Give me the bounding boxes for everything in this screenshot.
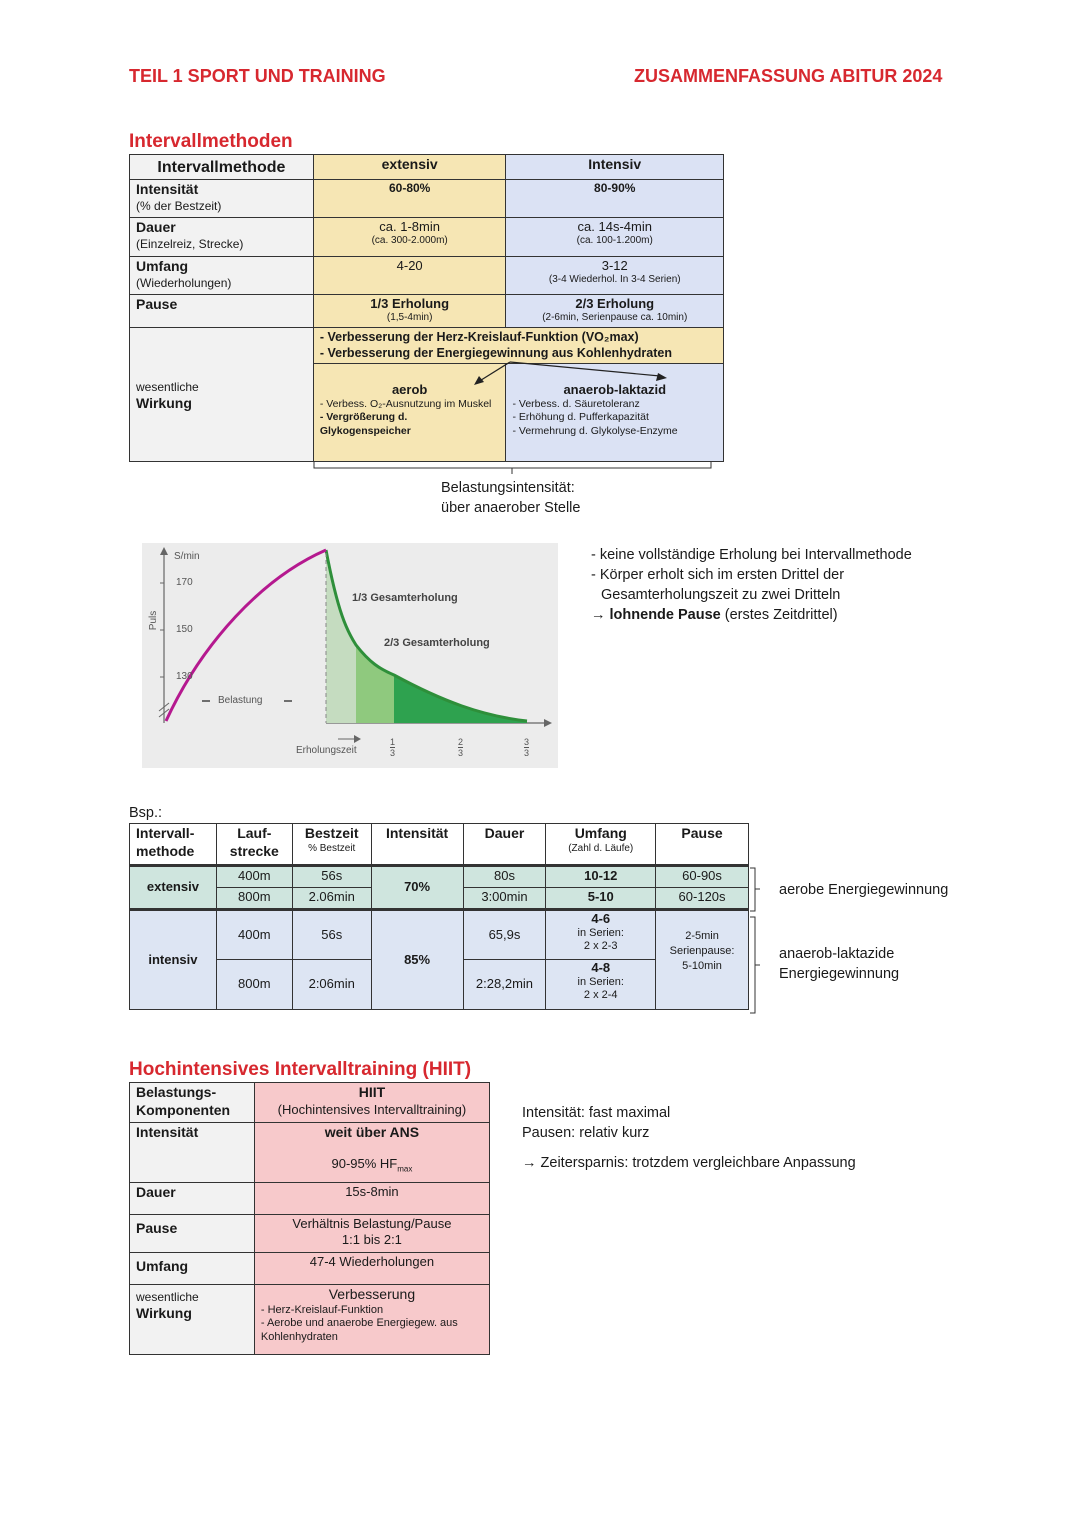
header-left: TEIL 1 SPORT UND TRAINING bbox=[129, 66, 386, 86]
y-tick: 150 bbox=[176, 624, 193, 635]
hiit-label-intensitaet: Intensität bbox=[130, 1123, 255, 1183]
int-pause: 2-5min Serienpause: 5-10min bbox=[656, 910, 749, 1010]
th-pause: Pause bbox=[656, 824, 749, 866]
int-dauer: 2:28,2min bbox=[463, 960, 546, 1010]
figure-notes: - keine vollständige Erholung bei Intervallmethode - Körper erholt sich im ersten Drittel der Gesamterholungszeit zu zwei Dritteln → lohnende Pause (erstes Zeitdrittel) bbox=[591, 547, 912, 623]
cell-ext-dauer: ca. 1-8min (ca. 300-2.000m) bbox=[313, 218, 506, 257]
cell-ext-intensitaet: 60-80% bbox=[313, 180, 506, 218]
th-bestzeit: Bestzeit % Bestzeit bbox=[292, 824, 371, 866]
th-dauer: Dauer bbox=[463, 824, 546, 866]
int-umfang: 4-6 in Serien: 2 x 2-3 bbox=[546, 910, 656, 960]
cell-ext-pause: 1/3 Erholung (1,5-4min) bbox=[313, 295, 506, 328]
cell-ext-umfang: 4-20 bbox=[313, 257, 506, 295]
x-frac: 2 3 bbox=[458, 737, 464, 758]
branch-arrows bbox=[470, 360, 680, 388]
ext-dauer: 80s bbox=[463, 866, 546, 888]
hiit-intensitaet: weit über ANS 90-95% $HF_{max}$ bbox=[254, 1123, 489, 1183]
brace-note: Belastungsintensität: über anaerober Stelle bbox=[441, 480, 581, 516]
int-intensity: 85% bbox=[371, 910, 463, 1010]
erholungszeit-label: Erholungszeit bbox=[296, 745, 357, 756]
ext-bestzeit: 56s bbox=[292, 866, 371, 888]
x-frac: 1 3 bbox=[390, 737, 396, 758]
hiit-umfang: 47-4 Wiederholungen bbox=[254, 1253, 489, 1285]
ext-name: extensiv bbox=[130, 866, 217, 910]
hiit-label-wirkung: wesentliche Wirkung bbox=[130, 1285, 255, 1355]
row-label-pause: Pause bbox=[130, 295, 314, 328]
cell-wirkung-common: - Verbesserung der Herz-Kreislauf-Funktion (VO₂max) - Verbesserung der Energiegewinnung aus Kohlenhydraten bbox=[313, 328, 723, 364]
y-unit: S/min bbox=[174, 551, 200, 562]
cell-wirkung-aerob: aerob - Verbess. O₂-Ausnutzung im Muskel - Vergrößerung d. Glykogenspeicher bbox=[313, 364, 506, 462]
cell-int-pause: 2/3 Erholung (2-6min, Serienpause ca. 10min) bbox=[506, 295, 724, 328]
recovery-chart bbox=[142, 543, 558, 768]
x-frac: 3 3 bbox=[524, 737, 530, 758]
th-umfang: Umfang (Zahl d. Läufe) bbox=[546, 824, 656, 866]
ext-dauer: 3:00min bbox=[463, 888, 546, 910]
y-axis-label: Puls bbox=[148, 610, 160, 631]
int-bestzeit: 56s bbox=[292, 910, 371, 960]
hiit-label-pause: Pause bbox=[130, 1215, 255, 1253]
hiit-table bbox=[129, 1082, 490, 1355]
y-tick: 170 bbox=[176, 577, 193, 588]
section-title-intervallmethoden: Intervallmethoden bbox=[129, 131, 293, 152]
int-strecke: 800m bbox=[216, 960, 292, 1010]
example-label: Bsp.: bbox=[129, 805, 163, 821]
cell-int-intensitaet: 80-90% bbox=[506, 180, 724, 218]
ext-pause: 60-120s bbox=[656, 888, 749, 910]
hiit-th-left: Belastungs- Komponenten bbox=[130, 1083, 255, 1123]
hiit-dauer: 15s-8min bbox=[254, 1183, 489, 1215]
header-right: ZUSAMMENFASSUNG ABITUR 2024 bbox=[634, 66, 943, 86]
ext-intensity: 70% bbox=[371, 866, 463, 910]
hiit-pause: Verhältnis Belastung/Pause 1:1 bis 2:1 bbox=[254, 1215, 489, 1253]
cell-int-dauer: ca. 14s-4min (ca. 100-1.200m) bbox=[506, 218, 724, 257]
ext-pause: 60-90s bbox=[656, 866, 749, 888]
row-label-umfang: Umfang (Wiederholungen) bbox=[130, 257, 314, 295]
int-note: anaerob-laktazide Energiegewinnung bbox=[779, 946, 900, 982]
int-strecke: 400m bbox=[216, 910, 292, 960]
label-third: 1/3 Gesamterholung bbox=[352, 592, 458, 604]
ext-umfang: 5-10 bbox=[546, 888, 656, 910]
row-label-dauer: Dauer (Einzelreiz, Strecke) bbox=[130, 218, 314, 257]
ext-strecke: 400m bbox=[216, 866, 292, 888]
recovery-figure bbox=[142, 543, 558, 768]
intervall-table bbox=[129, 154, 724, 462]
col-header-extensiv: extensiv bbox=[313, 155, 506, 180]
belastung-label: Belastung bbox=[218, 695, 263, 706]
int-name: intensiv bbox=[130, 910, 217, 1010]
hiit-wirkung: Verbesserung - Herz-Kreislauf-Funktion - Aerobe und anaerobe Energiegew. aus Kohlenhydraten bbox=[254, 1285, 489, 1355]
int-dauer: 65,9s bbox=[463, 910, 546, 960]
example-table bbox=[129, 823, 749, 1010]
brace-icon bbox=[313, 460, 713, 476]
th-strecke: Lauf- strecke bbox=[216, 824, 292, 866]
ext-bestzeit: 2.06min bbox=[292, 888, 371, 910]
row-label-wirkung: wesentliche Wirkung bbox=[130, 328, 314, 462]
int-bestzeit: 2:06min bbox=[292, 960, 371, 1010]
th-method: Intervall- methode bbox=[130, 824, 217, 866]
ext-strecke: 800m bbox=[216, 888, 292, 910]
ext-umfang: 10-12 bbox=[546, 866, 656, 888]
th-intensitaet: Intensität bbox=[371, 824, 463, 866]
col-header-intensiv: Intensiv bbox=[506, 155, 724, 180]
section-title-hiit: Hochintensives Intervalltraining (HIIT) bbox=[129, 1059, 472, 1080]
hiit-th-right: HIIT (Hochintensives Intervalltraining) bbox=[254, 1083, 489, 1123]
hiit-notes: Intensität: fast maximal Pausen: relativ kurz → Zeitersparnis: trotzdem vergleichbare Anpassung bbox=[522, 1105, 856, 1171]
bracket-icon bbox=[749, 867, 761, 1017]
hiit-label-umfang: Umfang bbox=[130, 1253, 255, 1285]
cell-int-umfang: 3-12 (3-4 Wiederhol. In 3-4 Serien) bbox=[506, 257, 724, 295]
label-twothird: 2/3 Gesamterholung bbox=[384, 637, 490, 649]
col-header-method: Intervallmethode bbox=[130, 155, 314, 180]
y-tick: 130 bbox=[176, 671, 193, 682]
int-umfang: 4-8 in Serien: 2 x 2-4 bbox=[546, 960, 656, 1010]
row-label-intensitaet: Intensität (% der Bestzeit) bbox=[130, 180, 314, 218]
hiit-label-dauer: Dauer bbox=[130, 1183, 255, 1215]
cell-wirkung-anaerob: anaerob-laktazid - Verbess. d. Säuretoleranz - Erhöhung d. Pufferkapazität - Vermehrung d. Glykolyse-Enzyme bbox=[506, 364, 724, 462]
ext-note: aerobe Energiegewinnung bbox=[779, 882, 949, 898]
